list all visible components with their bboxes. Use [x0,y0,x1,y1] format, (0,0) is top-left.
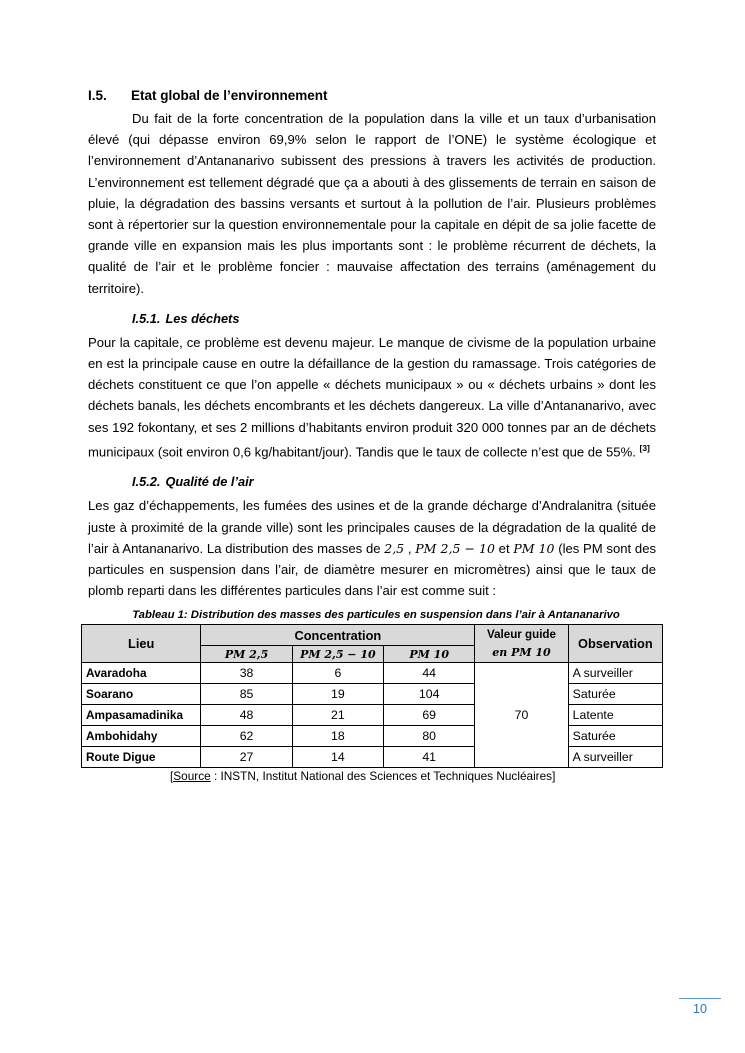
cell-pm2510: 21 [292,705,383,726]
header-lieu: Lieu [82,625,201,663]
air-paragraph [88,495,656,601]
cell-pm2510: 14 [292,747,383,768]
source-bracket: [ [170,769,174,783]
air-text-b: , [407,540,412,556]
cell-lieu: Ambohidahy [82,726,201,747]
section-paragraph: Du fait de la forte concentration de la population dans la ville et un taux d’urbanisation élevé (qui dépasse environ 69,9% selon le rapport de l’ONE) le système écologique et l’environnement d’Antananarivo subissent des pressions à travers les activités de production. L’environnement est tellement dégradé que ça a abouti à des glissements de terrain en saison de pluie, la dégradation des bassins versants et surtout à la pollution de l’air. Plusieurs problèmes sont à répertorier sur la question environnementale pour la capitale en dépit de sa jolie facette de grande ville en expansion mais les plus importants sont : le problème récurrent de déchets, la qualité de l’air et le problème foncier : mauvaise affectation des terrains (aménagement du territoire). [88,111,656,296]
table-row [82,684,663,705]
dechets-paragraph [88,332,656,463]
header-concentration: Concentration [201,625,475,646]
math-pm: 2,5 [384,540,405,556]
cell-pm25: 38 [201,663,292,684]
table-source [170,769,555,783]
cell-pm25: 62 [201,726,292,747]
cell-pm10: 80 [384,726,475,747]
cell-pm2510: 18 [292,726,383,747]
cell-guide-value: 70 [475,663,568,768]
cell-observation: Saturée [568,726,662,747]
header-observation: Observation [568,625,662,663]
subsection-number: I.5.1. [132,310,161,326]
cell-observation: A surveiller [568,747,662,768]
source-text: : INSTN, Institut National des Sciences et Techniques Nucléaires] [210,769,556,783]
subsection-heading-air [132,474,656,489]
cell-pm10: 41 [384,747,475,768]
page-number: 10 [693,1002,707,1016]
header-pm10: PM 10 [384,646,475,663]
cell-observation: A surveiller [568,663,662,684]
section-number: I.5. [88,88,107,103]
cell-pm10: 104 [384,684,475,705]
table-row [82,726,663,747]
cell-pm10: 69 [384,705,475,726]
subsection-number: I.5.2. [132,474,161,490]
cell-pm10: 44 [384,663,475,684]
footer-rule [679,998,721,999]
table-row [82,747,663,768]
cell-pm2510: 6 [292,663,383,684]
table-row [82,705,663,726]
particles-table [81,624,663,768]
header-guide-line2: en PM 10 [492,645,551,659]
header-guide-line1: Valeur guide [487,627,556,641]
table-caption: Tableau 1: Distribution des masses des particules en suspension dans l’air à Antananarivo [132,609,620,622]
cell-observation: Saturée [568,684,662,705]
cell-lieu: Avaradoha [82,663,201,684]
cell-lieu: Soarano [82,684,201,705]
cell-lieu: Ampasamadinika [82,705,201,726]
math-pm10: PM 10 [513,540,555,556]
header-guide [475,625,568,663]
math-pm-2510: PM 2,5 − 10 [415,540,495,556]
cell-pm2510: 19 [292,684,383,705]
air-text-d: (les PM sont des particules en suspension dans l’air, de diamètre mesurer en micromètres) ainsi que le taux de plomb reparti dans les différentes particules dans l’air est comme suit : [88,540,657,599]
air-text-c: et [498,540,510,556]
section-heading [88,88,656,103]
section-title: Etat global de l’environnement [131,88,328,103]
page-content [88,88,656,628]
table-row [82,663,663,684]
cell-lieu: Route Digue [82,747,201,768]
subsection-title: Qualité de l’air [165,474,254,490]
cell-pm25: 27 [201,747,292,768]
cell-pm25: 85 [201,684,292,705]
header-pm2510: PM 2,5 − 10 [292,646,383,663]
cell-pm25: 48 [201,705,292,726]
subsection-title: Les déchets [165,310,240,326]
source-label: Source [173,769,211,783]
dechets-text: Pour la capitale, ce problème est devenu majeur. Le manque de civisme de la population urbaine en est la principale cause en outre la défaillance de la gestion du ramassage. Trois catégories de déchets constituent ce que l’on appelle « déchets municipaux » ou « déchets urbains » dont les déchets banals, les déchets encombrants et les déchets dangereux. La ville d’Antananarivo, avec ses 192 fokontany, et ses 2 millions d’habitants environ produit 320 000 tonnes par an de déchets municipaux (soit environ 0,6 kg/habitant/jour). Tandis que le taux de collecte n’est que de 55%. [88,334,656,460]
cell-observation: Latente [568,705,662,726]
air-text-a: Les gaz d’échappements, les fumées des usines et de la grande décharge d’Andralanitra (située juste à proximité de la grande ville) sont les principales causes de la dégradation de la qualité de l’air à Antananarivo. La distribution des masses de [88,498,656,556]
citation-ref: [3] [639,442,650,453]
subsection-heading-dechets [132,311,656,326]
header-pm25: PM 2,5 [201,646,292,663]
